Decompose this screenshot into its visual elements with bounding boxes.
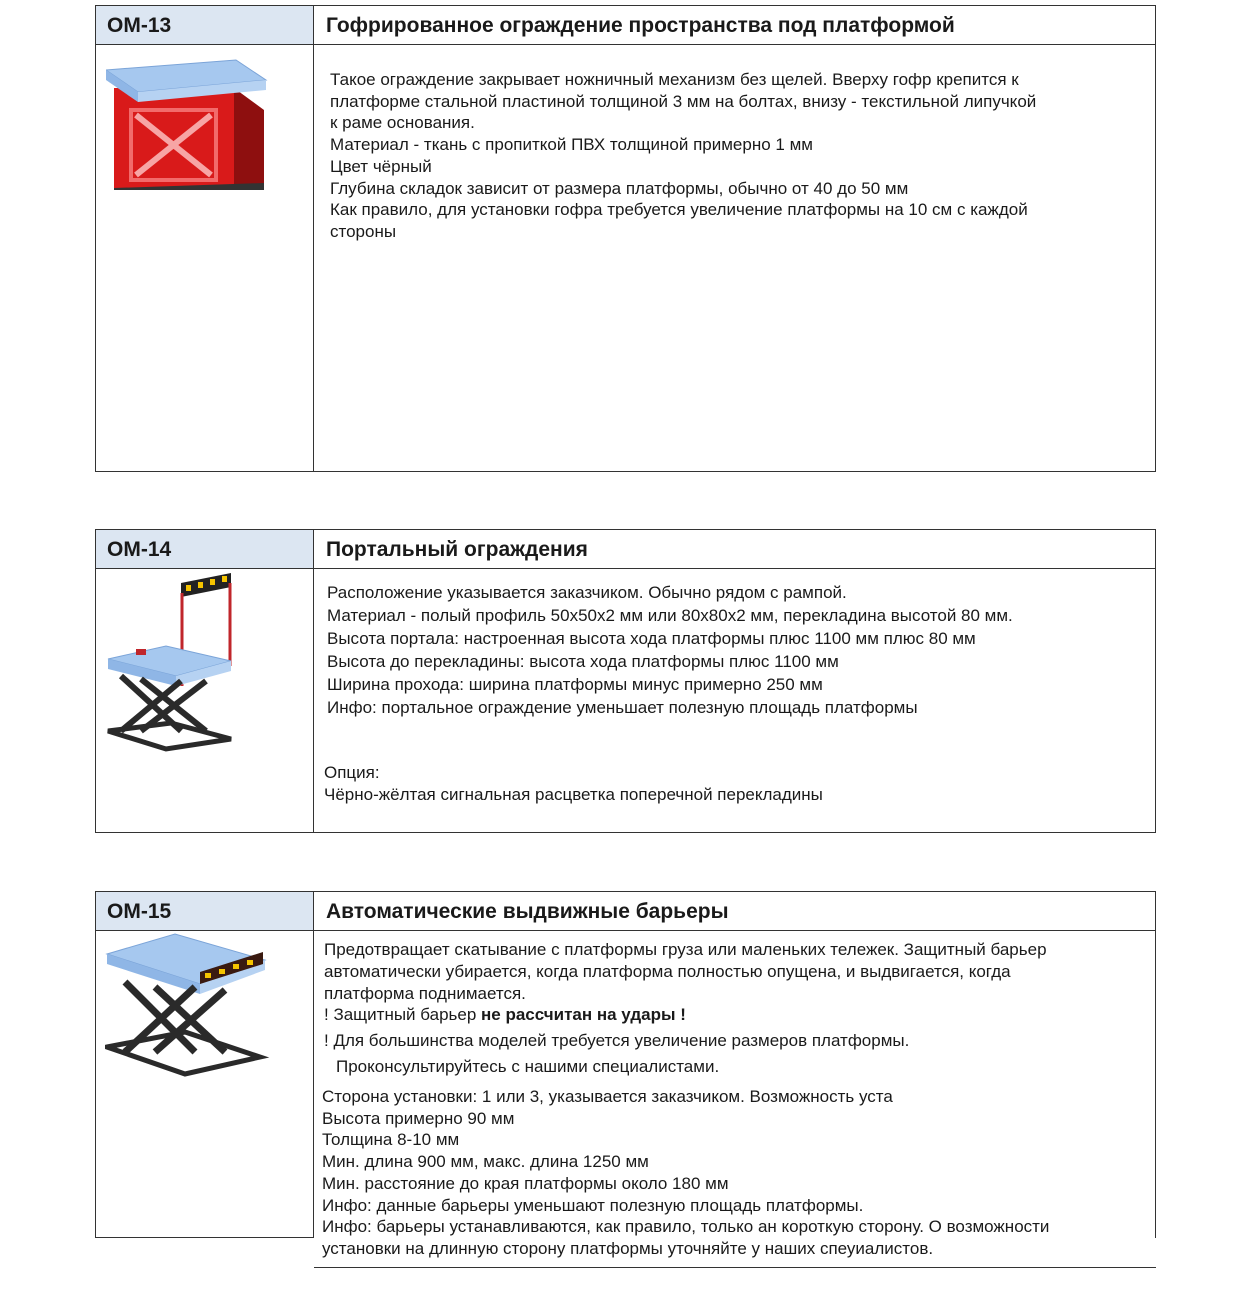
om14-text-line: Высота до перекладины: высота хода платформы плюс 1100 мм	[327, 652, 839, 671]
om13-text-line: Глубина складок зависит от размера платформы, обычно от 40 до 50 мм	[330, 178, 909, 198]
om15-text-line: автоматически убирается, когда платформа полностью опущена, и выдвигается, когда	[324, 962, 1011, 981]
om13-description	[330, 69, 1036, 243]
om14-text-line: Расположение указывается заказчиком. Обычно рядом с рампой.	[327, 583, 847, 602]
om14-option-label: Опция:	[324, 763, 380, 782]
om15-block	[95, 891, 1156, 1271]
om13-code: ОМ-13	[96, 6, 314, 44]
om14-text-line: Ширина прохода: ширина платформы минус примерно 250 мм	[327, 675, 823, 694]
om13-text-line: стороны	[330, 221, 397, 241]
om15-spec-line: Инфо: данные барьеры уменьшают полезную площадь платформы.	[322, 1195, 864, 1215]
om14-text-line: Высота портала: настроенная высота хода платформы плюс 1100 мм плюс 80 мм	[327, 629, 976, 648]
om15-warning-2: ! Для большинства моделей требуется увеличение размеров платформы.	[324, 1031, 910, 1050]
om14-image-cell	[95, 569, 314, 833]
om15-warning-1-bold: не рассчитан на удары !	[481, 1005, 686, 1024]
om15-image-cell	[95, 931, 314, 1238]
om14-code: ОМ-14	[96, 530, 314, 568]
om15-text-line: Предотвращает скатывание с платформы груза или маленьких тележек. Защитный барьер	[324, 940, 1047, 959]
om13-text-line: Как правило, для установки гофра требуется увеличение платформы на 10 см с каждой	[330, 200, 1028, 220]
om15-title: Автоматические выдвижные барьеры	[326, 900, 729, 923]
om15-warning-3: Проконсультируйтесь с нашими специалистами.	[336, 1057, 720, 1076]
om13-text-line: платформе стальной пластиной толщиной 3 мм на болтах, внизу - текстильной липучкой	[330, 91, 1037, 111]
om15-description	[324, 939, 1047, 1005]
om15-barrier-image	[105, 932, 270, 1082]
om14-portal-image	[106, 571, 256, 756]
om14-text-line: Инфо: портальное ограждение уменьшает полезную площадь платформы	[327, 698, 918, 717]
om15-left-bottom-rule	[95, 1237, 314, 1238]
om15-text-line: платформа поднимается.	[324, 984, 526, 1003]
om13-text-line: Цвет чёрный	[330, 156, 432, 176]
om13-text-line: Материал - ткань с пропиткой ПВХ толщиной примерно 1 мм	[330, 135, 813, 155]
om14-option-text: Чёрно-жёлтая сигнальная расцветка поперечной перекладины	[324, 785, 823, 804]
om14-title: Портальный ограждения	[326, 538, 588, 561]
om15-spec-line: Высота примерно 90 мм	[322, 1108, 515, 1128]
om13-title: Гофрированное ограждение пространства под платформой	[326, 14, 955, 37]
om15-spec-line: Инфо: барьеры устанавливаются, как правило, только ан короткую сторону. О возможности	[322, 1217, 1050, 1237]
om13-text-line: к раме основания.	[330, 113, 475, 133]
om15-warning-1-prefix: ! Защитный барьер	[324, 1005, 482, 1024]
om15-text-cell	[313, 931, 1156, 1258]
om15-spec-line: Сторона установки: 1 или 3, указывается заказчиком. Возможность уста	[322, 1087, 893, 1106]
om15-warning-1	[324, 1004, 686, 1026]
om15-spec-line: Мин. расстояние до края платформы около 180 мм	[322, 1173, 729, 1193]
om13-text-line: Такое ограждение закрывает ножничный механизм без щелей. Вверху гофр крепится к	[330, 70, 1019, 89]
om14-header-row	[95, 529, 1156, 569]
om15-specs	[322, 1086, 1049, 1260]
om14-text-cell	[313, 569, 1156, 833]
om14-text-line: Материал - полый профиль 50х50х2 мм или 80х80х2 мм, перекладина высотой 80 мм.	[327, 606, 1013, 625]
om15-spec-line: Мин. длина 900 мм, макс. длина 1250 мм	[322, 1152, 649, 1172]
om15-spec-line: установки на длинную сторону платформы уточняйте у наших спеуиалистов.	[322, 1238, 934, 1258]
om14-block	[95, 529, 1156, 833]
om15-bottom-rule	[314, 1267, 1156, 1268]
om13-block	[95, 5, 1156, 472]
om13-bellows-image	[106, 50, 271, 190]
om13-header-row	[95, 5, 1156, 45]
om14-description	[327, 581, 1013, 719]
om13-text-cell	[313, 45, 1156, 472]
om15-header-row	[95, 891, 1156, 931]
om13-image-cell	[95, 45, 314, 472]
om15-code: ОМ-15	[96, 892, 314, 930]
om15-spec-line: Толщина 8-10 мм	[322, 1130, 460, 1150]
